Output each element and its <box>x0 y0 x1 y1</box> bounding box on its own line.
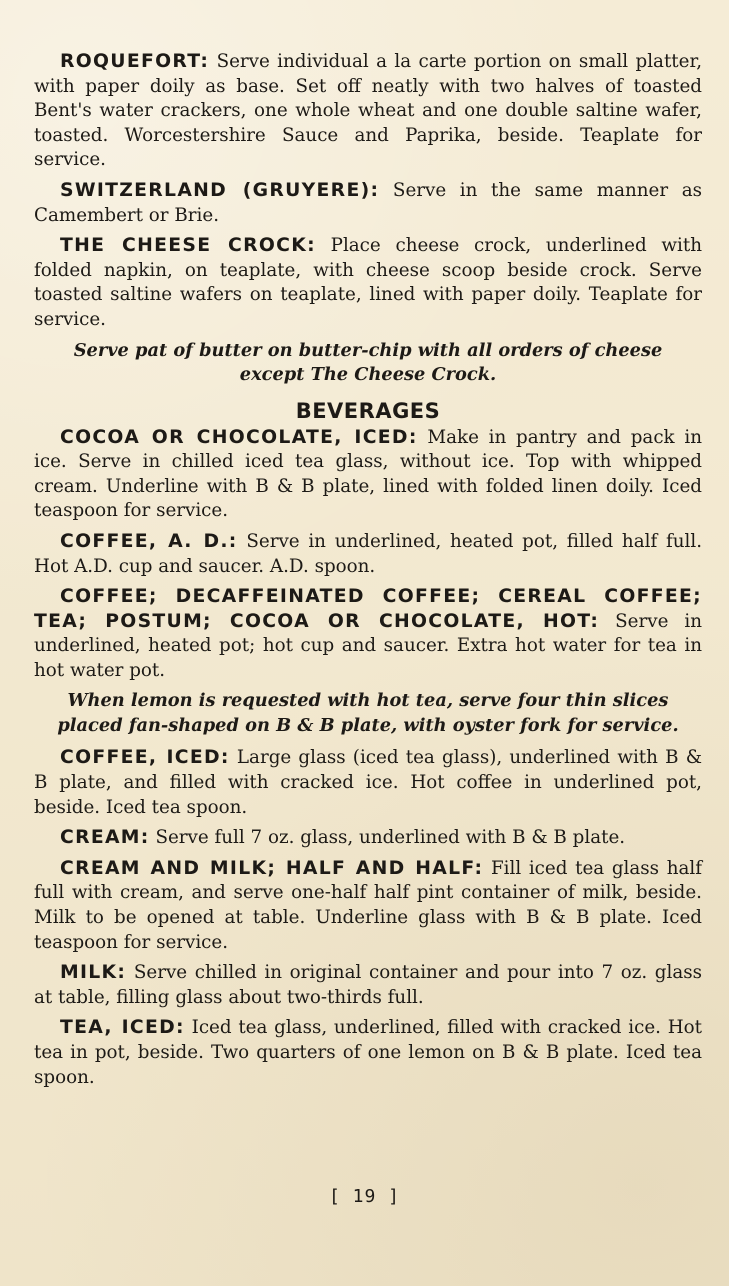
entry-switzerland <box>34 179 702 228</box>
cheese-note: Serve pat of butter on butter-chip with all orders of cheese except The Cheese Crock. <box>73 339 663 386</box>
entry-text: Serve individual a la carte portion on small platter, with paper doily as base. Set off neatly with two halves of toasted Bent's water crackers, one whole wheat and one double saltine wafer, toasted. Worcestershire Sauce and Paprika, beside. Teaplate for service. <box>34 51 703 171</box>
entry-text: Fill iced tea glass half full with cream, and serve one-half half pint container of milk, beside. Milk to be opened at table. Underline glass with B & B plate. Iced teaspoon for service. <box>34 857 703 953</box>
entry-name: TEA, ICED: <box>60 1017 185 1039</box>
entry-name: COFFEE, A. D.: <box>60 530 238 552</box>
entry-text: Serve chilled in original container and pour into 7 oz. glass at table, filling glass about two-thirds full. <box>34 962 703 1008</box>
entry-name: SWITZERLAND (GRUYERE): <box>60 179 380 201</box>
lemon-note: When lemon is requested with hot tea, serve four thin slices placed fan-shaped on B & B plate, with oyster fork for service. <box>57 690 679 736</box>
page-number: [ 19 ] <box>328 1186 401 1207</box>
entry-text: Place cheese crock, underlined with folded napkin, on teaplate, with cheese scoop beside crock. Serve toasted saltine wafers on teaplate, lined with paper doily. Teaplate for service. <box>34 235 702 330</box>
entry-name: COFFEE, ICED: <box>60 747 230 769</box>
entry-text: Large glass (iced tea glass), underlined with B & B plate, and filled with cracked ice. Hot coffee in underlined pot, beside. Iced tea spoon. <box>34 747 703 818</box>
section-heading: BEVERAGES <box>295 398 441 423</box>
entry-name: CREAM: <box>60 827 150 849</box>
entry-name: ROQUEFORT: <box>60 51 210 72</box>
entry-cocoa-iced <box>34 426 702 524</box>
entry-text: Serve in underlined, heated pot; hot cup and saucer. Extra hot water for tea in hot water pot. <box>34 610 702 681</box>
page-content <box>34 50 702 1096</box>
entry-tea-iced <box>34 1016 702 1090</box>
entry-text: Serve in the same manner as Camembert or Brie. <box>34 179 702 226</box>
entry-name: CREAM AND MILK; HALF AND HALF: <box>60 857 484 879</box>
entry-cream <box>34 826 702 851</box>
entry-text: Iced tea glass, underlined, filled with cracked ice. Hot tea in pot, beside. Two quarters of one lemon on B & B plate. Iced tea spoon. <box>34 1017 702 1088</box>
entry-coffee-iced <box>34 746 702 820</box>
entry-name: MILK: <box>60 962 127 984</box>
entry-hot-beverages <box>34 585 702 683</box>
entry-name: COFFEE; DECAFFEINATED COFFEE; CEREAL COFFEE; TEA; POSTUM; COCOA OR CHOCOLATE, HOT: <box>34 586 702 632</box>
entry-coffee-ad <box>34 530 702 579</box>
entry-text: Serve in underlined, heated pot, filled half full. Hot A.D. cup and saucer. A.D. spoon. <box>34 530 702 577</box>
entry-text: Serve full 7 oz. glass, underlined with B & B plate. <box>155 827 626 849</box>
entry-text: Make in pantry and pack in ice. Serve in chilled iced tea glass, without ice. Top with whipped cream. Underline with B & B plate, lined with folded linen doily. Iced teaspoon for service. <box>34 426 703 522</box>
entry-milk <box>34 961 702 1010</box>
entry-cream-and-milk <box>34 857 702 955</box>
entry-name: COCOA OR CHOCOLATE, ICED: <box>60 426 418 448</box>
entry-name: THE CHEESE CROCK: <box>60 235 316 257</box>
entry-cheese-crock <box>34 234 702 332</box>
entry-roquefort <box>34 50 702 173</box>
